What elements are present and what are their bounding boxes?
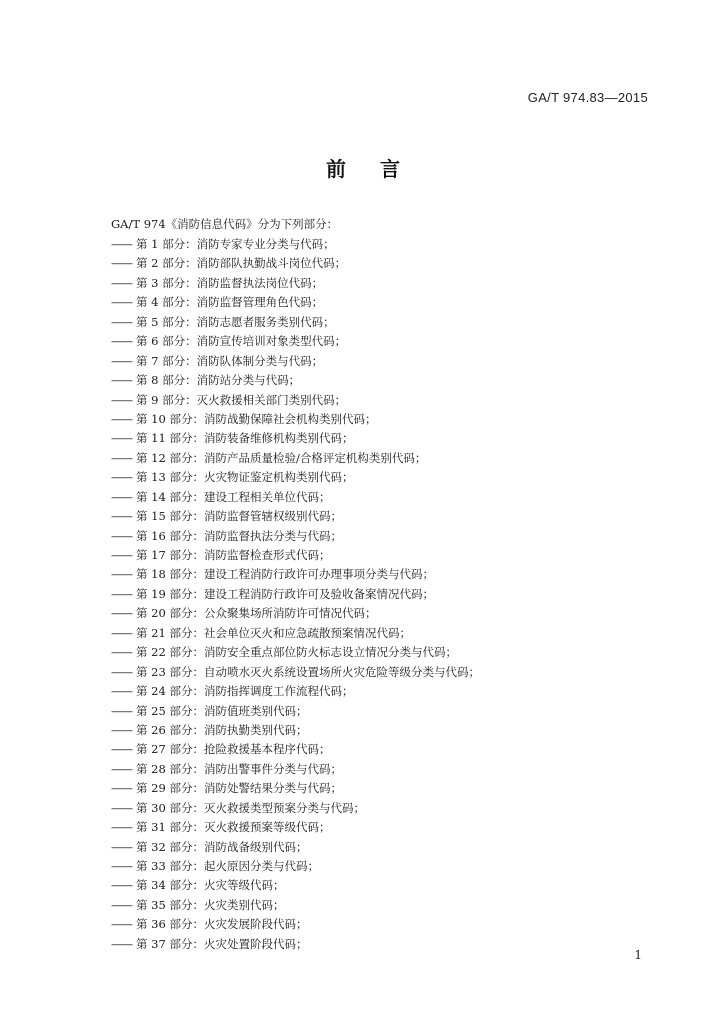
list-item-text: 第 4 部分：消防监督管理角色代码； — [136, 295, 324, 310]
list-dash: —— — [111, 411, 132, 426]
list-item — [111, 391, 480, 410]
list-item-text: 第 12 部分：消防产品质量检验/合格评定机构类别代码； — [136, 450, 427, 465]
list-dash: —— — [111, 800, 132, 815]
list-dash: —— — [111, 431, 132, 446]
list-item — [111, 371, 480, 390]
list-item — [111, 760, 480, 779]
standard-code-header: GA/T 974.83—2015 — [527, 90, 648, 105]
page-title: 前言 — [326, 157, 434, 181]
list-dash: —— — [111, 334, 132, 349]
list-item-text: 第 8 部分：消防站分类与代码； — [136, 373, 301, 388]
list-item — [111, 740, 480, 759]
list-dash: —— — [111, 548, 132, 562]
page-number: 1 — [634, 948, 642, 962]
list-item-text: 第 15 部分：消防监督管辖权级别代码； — [136, 509, 342, 524]
list-item-text: 第 33 部分：起火原因分类与代码； — [136, 859, 319, 873]
list-dash: —— — [111, 450, 132, 465]
list-dash: —— — [111, 742, 132, 757]
list-dash: —— — [111, 606, 132, 621]
list-item-text: 第 27 部分：抢险救援基本程序代码； — [136, 742, 331, 757]
list-item-text: 第 18 部分：建设工程消防行政许可办理事项分类与代码； — [136, 567, 434, 582]
list-item-text: 第 30 部分：灭火救援类型预案分类与代码； — [136, 800, 365, 815]
list-dash: —— — [111, 936, 132, 951]
list-dash: —— — [111, 722, 132, 737]
list-item — [111, 332, 480, 351]
list-dash: —— — [111, 392, 132, 407]
list-item — [111, 488, 480, 507]
list-dash: —— — [111, 820, 132, 835]
list-item-text: 第 13 部分：火灾物证鉴定机构类别代码； — [136, 470, 354, 485]
list-item — [111, 507, 480, 526]
list-item-text: 第 1 部分：消防专家专业分类与代码； — [136, 237, 335, 251]
list-dash: —— — [111, 275, 132, 290]
list-dash: —— — [111, 237, 132, 251]
list-item — [111, 313, 480, 332]
parts-list — [111, 235, 480, 954]
list-item-text: 第 26 部分：消防执勤类别代码； — [136, 722, 308, 737]
list-item-text: 第 36 部分：火灾发展阶段代码； — [136, 917, 308, 932]
list-item — [111, 799, 480, 818]
list-item-text: 第 16 部分：消防监督执法分类与代码； — [136, 528, 342, 543]
list-item — [111, 818, 480, 837]
list-item — [111, 546, 480, 565]
list-dash: —— — [111, 917, 132, 932]
list-item — [111, 857, 480, 876]
list-item — [111, 293, 480, 312]
list-dash: —— — [111, 489, 132, 504]
list-dash: —— — [111, 625, 132, 640]
list-dash: —— — [111, 295, 132, 310]
list-dash: —— — [111, 897, 132, 912]
list-item-text: 第 31 部分：灭火救援预案等级代码； — [136, 820, 331, 835]
list-dash: —— — [111, 839, 132, 854]
list-dash: —— — [111, 314, 132, 329]
list-item — [111, 604, 480, 623]
list-item-text: 第 21 部分：社会单位灭火和应急疏散预案情况代码； — [136, 625, 411, 640]
list-dash: —— — [111, 528, 132, 543]
list-item — [111, 274, 480, 293]
list-item-text: 第 5 部分：消防志愿者服务类别代码； — [136, 314, 335, 329]
list-dash: —— — [111, 761, 132, 776]
list-item — [111, 429, 480, 448]
list-item — [111, 527, 480, 546]
list-item — [111, 838, 480, 857]
list-item-text: 第 17 部分：消防监督检查形式代码； — [136, 548, 331, 562]
list-item-text: 第 19 部分：建设工程消防行政许可及验收备案情况代码； — [136, 586, 434, 601]
list-item-text: 第 25 部分：消防值班类别代码； — [136, 703, 308, 718]
list-item-text: 第 7 部分：消防队体制分类与代码； — [136, 353, 324, 368]
list-item — [111, 352, 480, 371]
list-item — [111, 585, 480, 604]
list-dash: —— — [111, 645, 132, 660]
list-dash: —— — [111, 470, 132, 485]
list-item-text: 第 10 部分：消防战勤保障社会机构类别代码； — [136, 411, 377, 426]
list-item-text: 第 2 部分：消防部队执勤战斗岗位代码； — [136, 256, 347, 271]
list-item — [111, 565, 480, 584]
list-item — [111, 721, 480, 740]
list-item — [111, 682, 480, 701]
list-dash: —— — [111, 703, 132, 718]
list-item — [111, 235, 480, 254]
list-dash: —— — [111, 878, 132, 893]
list-item — [111, 779, 480, 798]
list-item — [111, 663, 480, 682]
list-item — [111, 410, 480, 429]
list-item-text: 第 23 部分：自动喷水灭火系统设置场所火灾危险等级分类与代码； — [136, 664, 480, 679]
list-item-text: 第 14 部分：建设工程相关单位代码； — [136, 489, 331, 504]
list-item-text: 第 11 部分：消防装备维修机构类别代码； — [136, 431, 354, 446]
list-item — [111, 468, 480, 487]
list-item-text: 第 29 部分：消防处警结果分类与代码； — [136, 781, 342, 796]
list-dash: —— — [111, 509, 132, 524]
list-item — [111, 624, 480, 643]
intro-paragraph: GA/T 974《消防信息代码》分为下列部分： — [111, 217, 339, 231]
list-dash: —— — [111, 859, 132, 873]
list-item — [111, 876, 480, 895]
list-item-text: 第 20 部分：公众聚集场所消防许可情况代码； — [136, 606, 377, 621]
list-item-text: 第 24 部分：消防指挥调度工作流程代码； — [136, 684, 354, 699]
list-item-text: 第 35 部分：火灾类别代码； — [136, 897, 285, 912]
list-dash: —— — [111, 781, 132, 796]
list-item-text: 第 3 部分：消防监督执法岗位代码； — [136, 275, 324, 290]
list-dash: —— — [111, 567, 132, 582]
list-item-text: 第 6 部分：消防宣传培训对象类型代码； — [136, 334, 347, 349]
list-item — [111, 896, 480, 915]
list-item — [111, 915, 480, 934]
list-item — [111, 643, 480, 662]
list-item-text: 第 9 部分：灭火救援相关部门类别代码； — [136, 392, 347, 407]
list-dash: —— — [111, 353, 132, 368]
list-dash: —— — [111, 373, 132, 388]
list-dash: —— — [111, 586, 132, 601]
list-item — [111, 702, 480, 721]
list-item-text: 第 28 部分：消防出警事件分类与代码； — [136, 761, 342, 776]
list-item-text: 第 22 部分：消防安全重点部位防火标志设立情况分类与代码； — [136, 645, 457, 660]
list-item — [111, 449, 480, 468]
list-dash: —— — [111, 256, 132, 271]
list-dash: —— — [111, 684, 132, 699]
list-item-text: 第 32 部分：消防战备级别代码； — [136, 839, 308, 854]
list-item — [111, 254, 480, 273]
list-item — [111, 935, 480, 954]
list-item-text: 第 37 部分：火灾处置阶段代码； — [136, 936, 308, 951]
list-item-text: 第 34 部分：火灾等级代码； — [136, 878, 285, 893]
list-dash: —— — [111, 664, 132, 679]
